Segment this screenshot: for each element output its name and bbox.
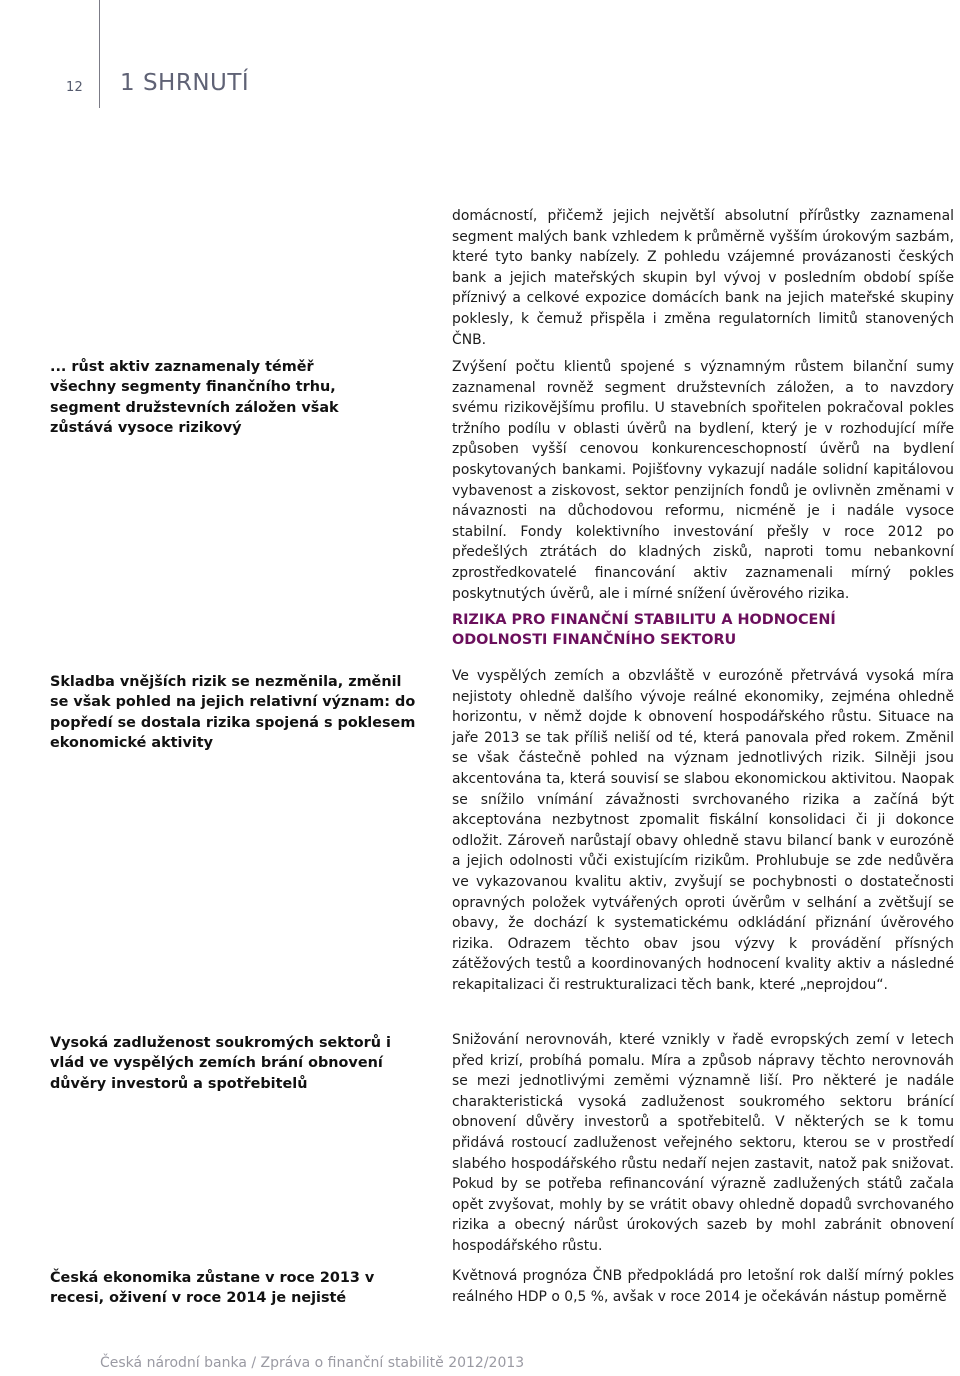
section-heading: RIZIKA PRO FINANČNÍ STABILITU A HODNOCENÍ ODOLNOSTI FINANČNÍHO SEKTORU xyxy=(452,612,836,649)
paragraph-credit-unions: Zvýšení počtu klientů spojené s významným růstem bilanční sumy zaznamenal rovněž segment družstevních záložen, a to navzdory svému rizikovějšímu profilu. U stavebních spořitelen pokračoval pokles tržního podílu v oblasti úvěrů na bydlení, který je v rozhodující míře způsoben vyšší cenovou konkurenceschopností úvěrů na bydlení poskytovaných bankami. Pojišťovny vykazují nadále solidní kapitálovou vybavenost a ziskovost, sektor penzijních fondů je ovlivněn změnami v návaznosti na důchodovou reformu, nicméně je i nadále vysoce stabilní. Fondy kolektivního investování přešly v roce 2012 po předešlých ztrátách do kladných zisků, naproti tomu nebankovní zprostředkovatelé financování aktiv zaznamenali mírný pokles poskytnutých úvěrů, ale i mírné snížení úvěrového rizika. xyxy=(452,359,954,602)
footer-publication: Česká národní banka / Zpráva o finanční stabilitě 2012/2013 xyxy=(100,1355,525,1371)
side-note-asset-growth: ... růst aktiv zaznamenaly téměř všechny segmenty finančního trhu, segment družstevních záložen však zůstává vysoce rizikový xyxy=(50,359,339,437)
header-divider xyxy=(99,0,100,108)
paragraph-household-deposits: domácností, přičemž jejich největší absolutní přírůstky zaznamenal segment malých bank vzhledem k průměrně vyšším úrokovým sazbám, které tyto banky nabízely. Z pohledu vzájemné provázanosti českých bank a jejich mateřských skupin byl vývoj v posledním období spíše příznivý a celkové expozice domácích bank na jejich mateřské skupiny poklesly, k čemuž přispěla i změna regulatorních limitů stanovených ČNB. xyxy=(452,208,954,348)
side-note-high-indebtedness: Vysoká zadluženost soukromých sektorů i vlád ve vyspělých zemích brání obnovení důvěry investorů a spotřebitelů xyxy=(50,1035,391,1092)
page-number: 12 xyxy=(66,80,83,95)
paragraph-cnb-forecast: Květnová prognóza ČNB předpokládá pro letošní rok další mírný pokles reálného HDP o 0,5 %, avšak v roce 2014 je očekáván nástup poměrně xyxy=(452,1268,954,1305)
paragraph-eurozone-uncertainty: Ve vyspělých zemích a obzvláště v eurozóně přetrvává vysoká míra nejistoty ohledně dalšího vývoje reálné ekonomiky, zejména ohledně horizontu, v němž dojde k obnovení hospodářského růstu. Situace na jaře 2013 se tak příliš neliší od té, která panovala před rokem. Změnil se však částečně pohled na význam jednotlivých rizik. Silněji jsou akcentována ta, která souvisí se slabou ekonomickou aktivitou. Naopak se snížilo vnímání závažnosti svrchovaného rizika a začíná být akceptována nezbytnost zpomalit fiskální konsolidaci či ji dokonce odložit. Zároveň narůstají obavy ohledně stavu bilancí bank v eurozóně a jejich odolnosti vůči existujícím rizikům. Prohlubuje se zde nedůvěra ve vykazovanou kvalitu aktiv, zvyšují se pochybnosti o dostatečnosti opravných položek vytvářených oproti úvěrům v selhání a zvětšují se obavy, že dochází k systematickému odkládání přiznání úvěrového rizika. Odrazem těchto obav jsou výzvy k provádění přísných zátěžových testů a koordinovaných hodnocení kvality aktiv a následné rekapitalizaci či restrukturalizaci těch bank, které „neprojdou“. xyxy=(452,668,954,993)
side-note-external-risks: Skladba vnějších rizik se nezměnila, změnil se však pohled na jejich relativní význam: do popředí se dostala rizika spojená s poklesem ekonomické aktivity xyxy=(50,674,416,752)
paragraph-imbalances: Snižování nerovnováh, které vznikly v řadě evropských zemí v letech před krizí, probíhá pomalu. Míra a způsob nápravy těchto nerovnováh se mezi jednotlivými zeměmi významně liší. Pro některé je nadále charakteristická vysoká zadluženost soukromého sektoru bránící obnovení důvěry investorů a spotřebitelů. V některých se k tomu přidává rostoucí zadluženost veřejného sektoru, kterou se v prostředí slabého hospodářského růstu nedaří nejen zastavit, natož pak snižovat. Pokud by se potřeba refinancování výrazně zadlužených států začala opět zvyšovat, mohly by se vrátit obavy ohledně dopadů svrchovaného rizika a obecný nárůst úrokových sazeb by mohl zabránit obnovení hospodářského růstu. xyxy=(452,1032,954,1254)
side-note-czech-recession: Česká ekonomika zůstane v roce 2013 v recesi, oživení v roce 2014 je nejisté xyxy=(50,1270,375,1307)
chapter-title: 1 SHRNUTÍ xyxy=(120,70,250,96)
